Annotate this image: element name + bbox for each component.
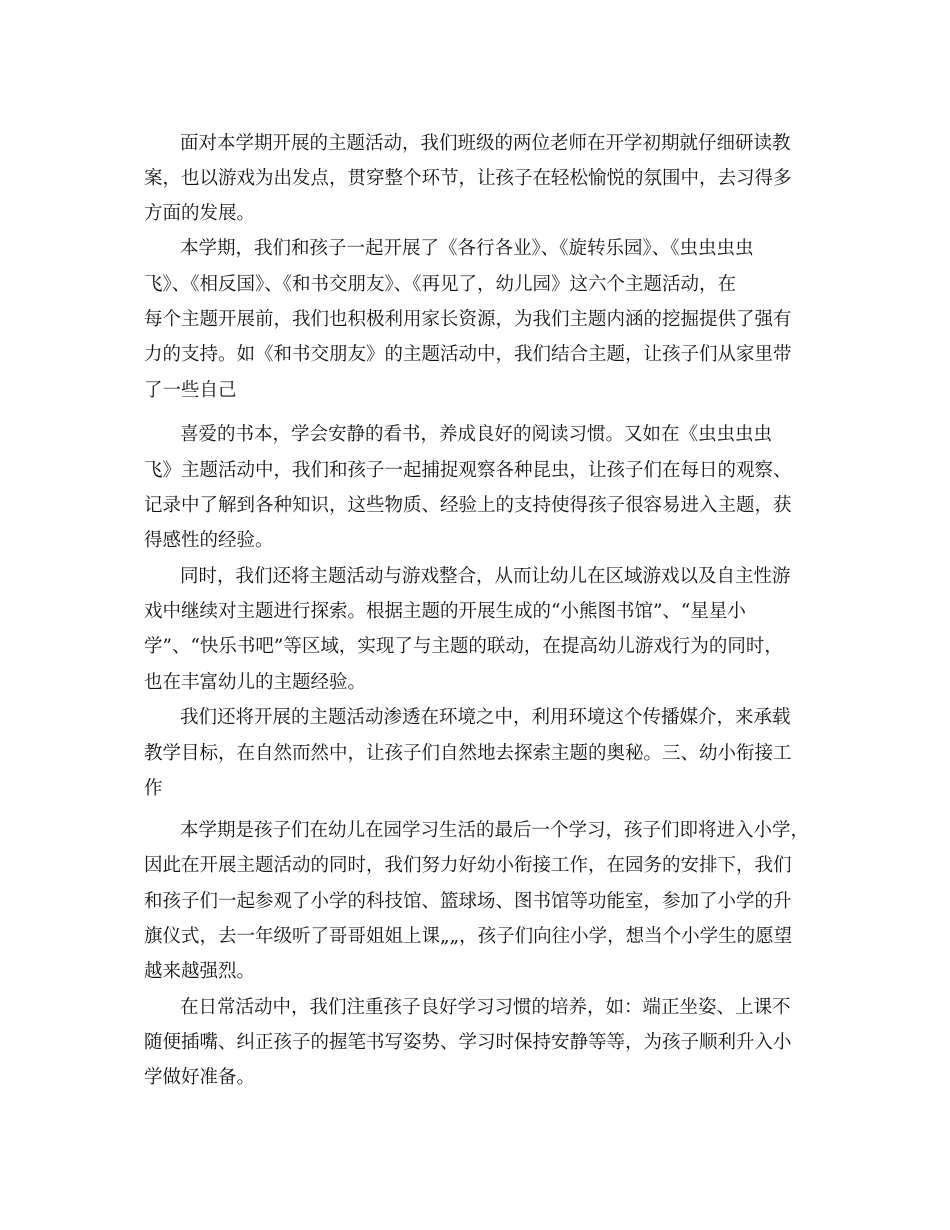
text-line: 戏中继续对主题进行探索。根据主题的开展生成的“小熊图书馆”、“星星小 — [144, 601, 746, 622]
text-line: 同时，我们还将主题活动与游戏整合，从而让幼儿在区域游戏以及自主性游 — [180, 566, 791, 587]
text-line: 随便插嘴、纠正孩子的握笔书写姿势、学习时保持安静等等，为孩子顺利升入小 — [144, 1032, 792, 1053]
text-line: 了一些自己 — [144, 380, 237, 401]
text-line: 面对本学期开展的主题活动，我们班级的两位老师在开学初期就仔细研读教 — [180, 133, 791, 154]
text-line: 案，也以游戏为出发点，贯穿整个环节，让孩子在轻松愉悦的氛围中，去习得多 — [144, 168, 792, 189]
text-line: 飞》、《相反国》、《和书交朋友》、《再见了，幼儿园》这六个主题活动，在 — [144, 274, 737, 295]
text-line: 得感性的经验。 — [144, 530, 274, 551]
text-line: 学做好准备。 — [144, 1067, 256, 1088]
text-line: 教学目标，在自然而然中，让孩子们自然地去探索主题的奥秘。三、幼小衔接工 — [144, 743, 792, 764]
text-line: 本学期是孩子们在幼儿在园学习生活的最后一个学习，孩子们即将进入小学， — [180, 820, 810, 841]
text-line: 我们还将开展的主题活动渗透在环境之中，利用环境这个传播媒介，来承载 — [180, 707, 791, 728]
text-line: 本学期，我们和孩子一起开展了《各行各业》、《旋转乐园》、《虫虫虫虫 — [180, 238, 754, 259]
text-line: 喜爱的书本，学会安静的看书，养成良好的阅读习惯。又如在《虫虫虫虫 — [180, 424, 773, 445]
text-line: 旗仪式，去一年级听了哥哥姐姐上课„„，孩子们向往小学，想当个小学生的愿望 — [144, 926, 793, 947]
text-line: 记录中了解到各种知识，这些物质、经验上的支持使得孩子很容易进入主题，获 — [144, 495, 792, 516]
text-line: 每个主题开展前，我们也积极利用家长资源，为我们主题内涵的挖掘提供了强有 — [144, 309, 792, 330]
text-line: 力的支持。如《和书交朋友》的主题活动中，我们结合主题，让孩子们从家里带 — [144, 344, 792, 365]
text-line: 因此在开展主题活动的同时，我们努力好幼小衔接工作，在园务的安排下，我们 — [144, 855, 792, 876]
text-line: 在日常活动中，我们注重孩子良好学习习惯的培养，如：端正坐姿、上课不 — [180, 997, 791, 1018]
text-line: 飞》主题活动中，我们和孩子一起捕捉观察各种昆虫，让孩子们在每日的观察、 — [144, 460, 792, 481]
text-line: 方面的发展。 — [144, 203, 256, 224]
text-line: 也在丰富幼儿的主题经验。 — [144, 672, 367, 693]
text-line: 和孩子们一起参观了小学的科技馆、篮球场、图书馆等功能室，参加了小学的升 — [144, 891, 792, 912]
text-line: 作 — [144, 778, 163, 799]
text-line: 学”、“快乐书吧”等区域，实现了与主题的联动，在提高幼儿游戏行为的同时， — [144, 636, 783, 657]
text-line: 越来越强烈。 — [144, 961, 256, 982]
